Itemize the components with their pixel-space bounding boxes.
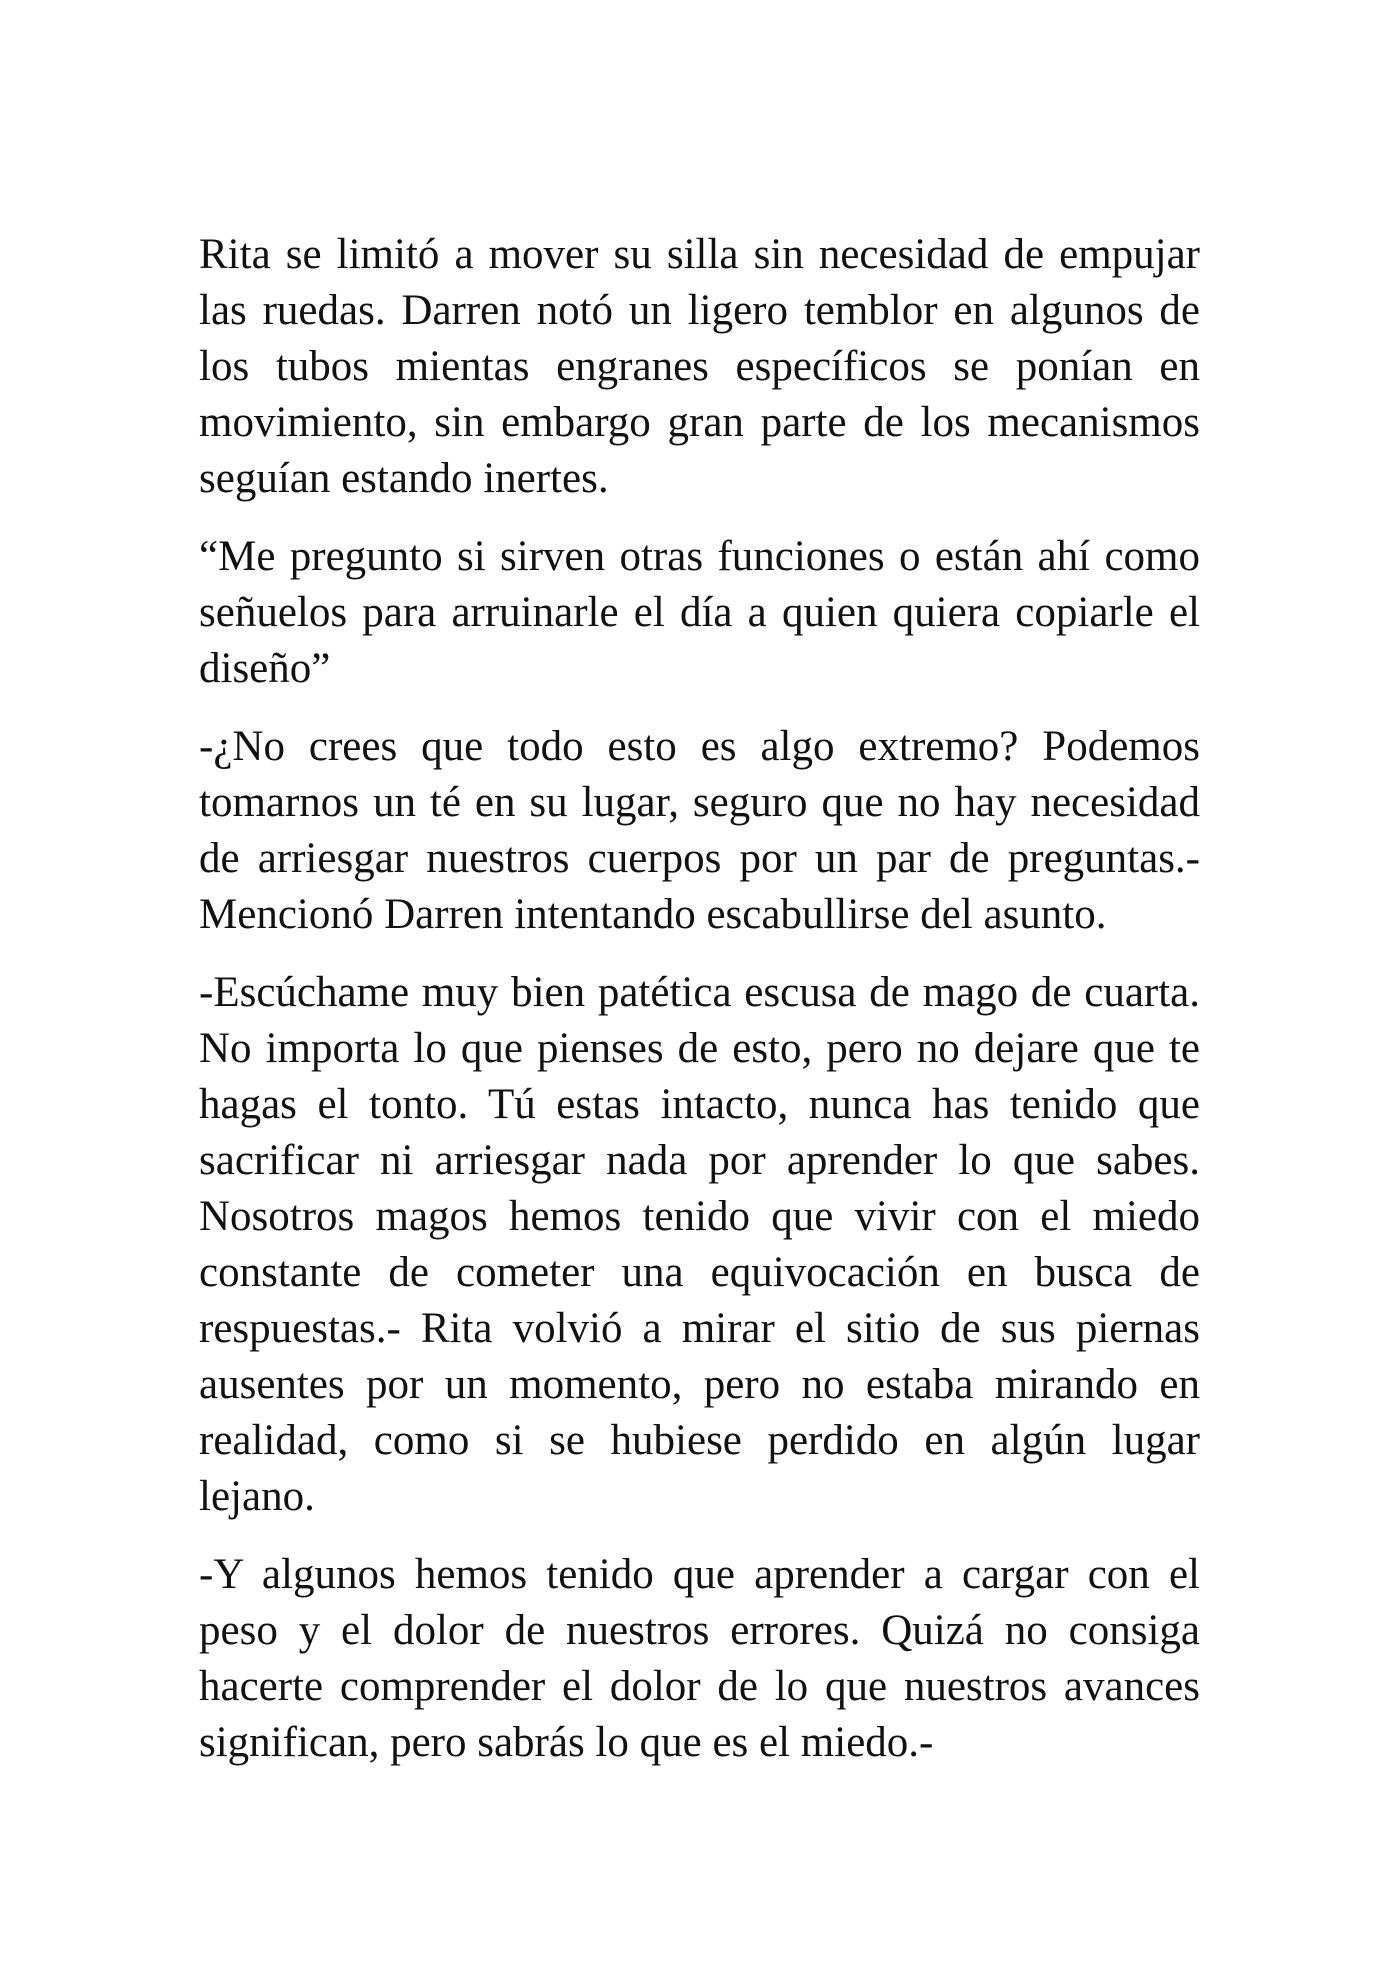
paragraph: “Me pregunto si sirven otras funciones o están ahí como señuelos para arruinarle el día a quien quiera copiarle el diseño” bbox=[199, 533, 1200, 692]
paragraph: -¿No crees que todo esto es algo extremo? Podemos tomarnos un té en su lugar, seguro que no hay necesidad de arriesgar nuestros cuerpos por un par de preguntas.- Mencionó Darren intentando escabullirse del asunto. bbox=[199, 723, 1200, 938]
paragraph: -Y algunos hemos tenido que aprender a cargar con el peso y el dolor de nuestros errores. Quizá no consiga hacerte comprender el dolor de lo que nuestros avances significan, pero sabrás lo que es el miedo.- bbox=[199, 1551, 1200, 1766]
paragraph: -Escúchame muy bien patética escusa de mago de cuarta. No importa lo que pienses de esto, pero no dejare que te hagas el tonto. Tú estas intacto, nunca has tenido que sacrificar ni arriesgar nada por aprender lo que sabes. Nosotros magos hemos tenido que vivir con el miedo constante de cometer una equivocación en busca de respuestas.- Rita volvió a mirar el sitio de sus piernas ausentes por un momento, pero no estaba mirando en realidad, como si se hubiese perdido en algún lugar lejano. bbox=[199, 969, 1200, 1520]
paragraph: Rita se limitó a mover su silla sin necesidad de empujar las ruedas. Darren notó un ligero temblor en algunos de los tubos mientas engranes específicos se ponían en movimiento, sin embargo gran parte de los mecanismos seguían estando inertes. bbox=[199, 231, 1200, 502]
body-text bbox=[199, 227, 1200, 1771]
